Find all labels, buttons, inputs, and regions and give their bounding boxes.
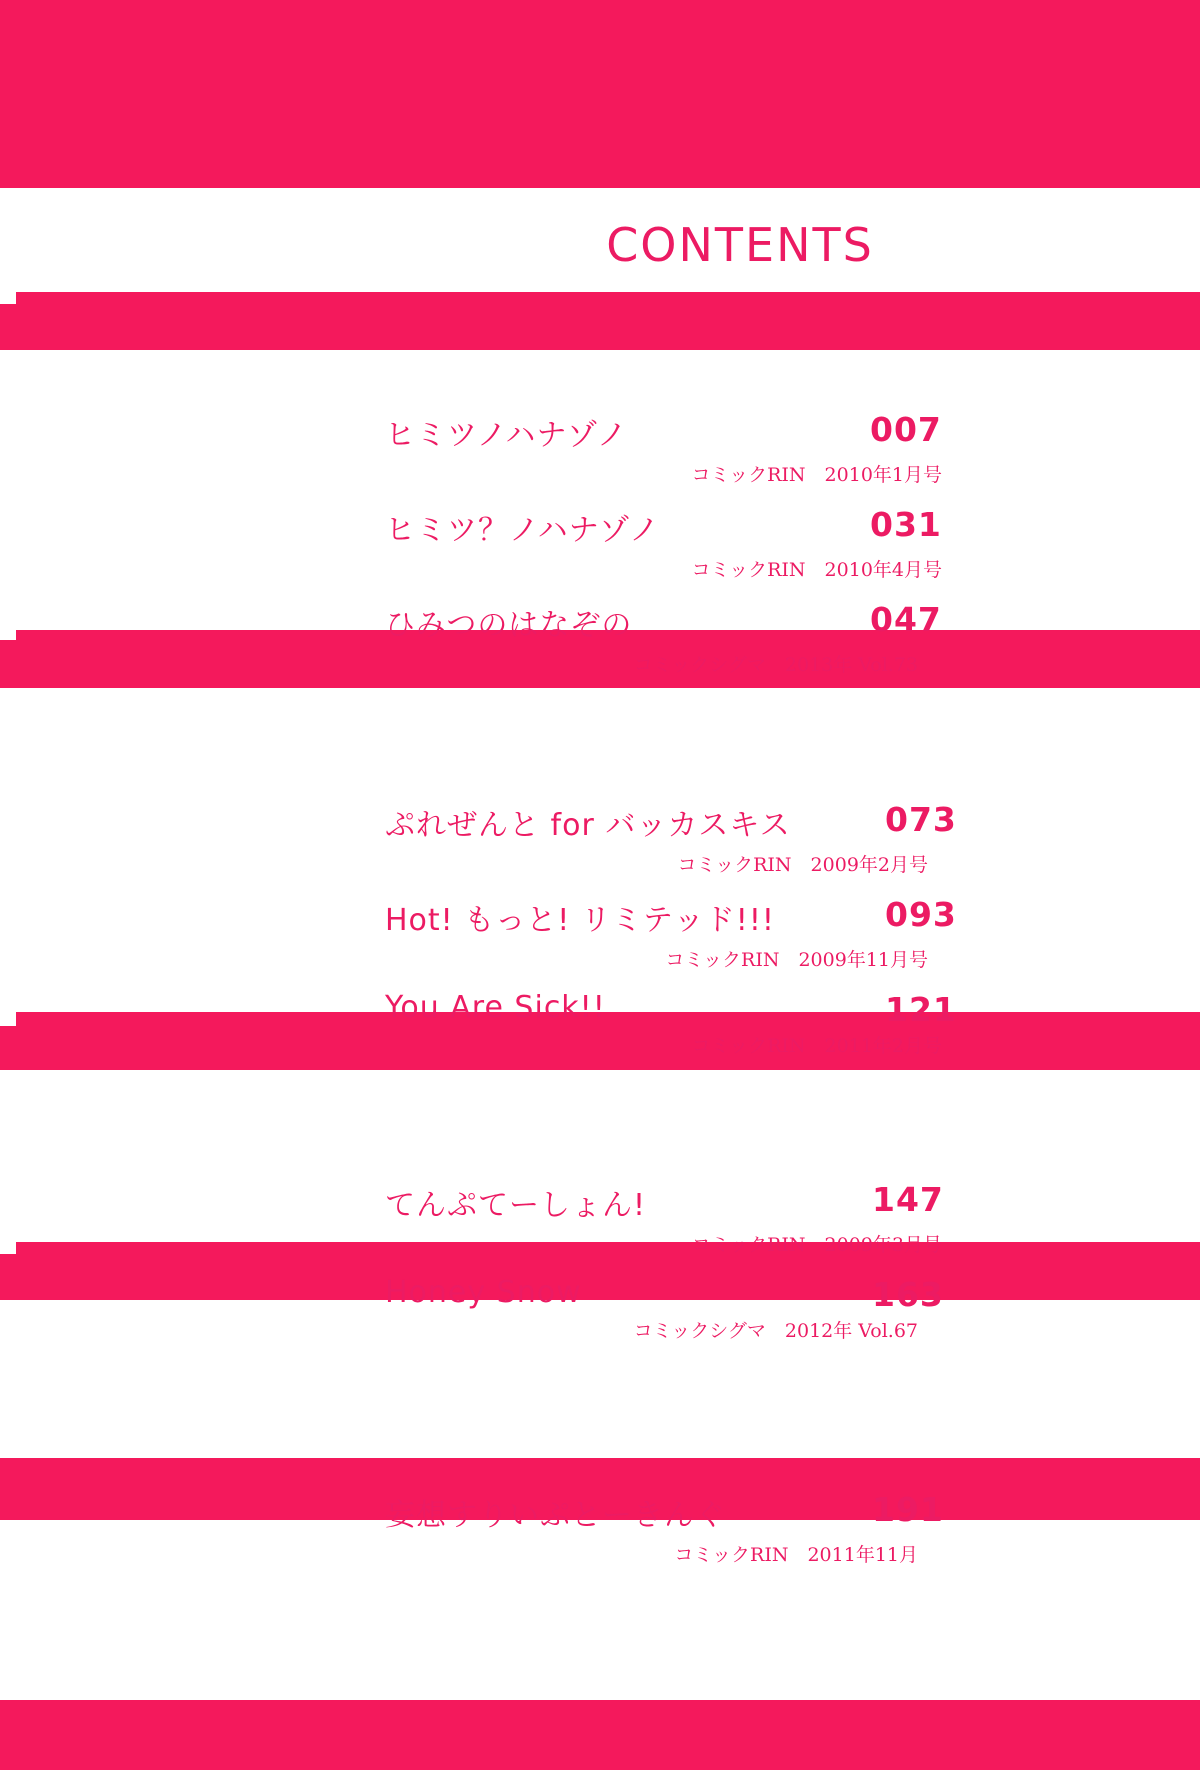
toc-entry-page: 121 bbox=[885, 990, 957, 1029]
toc-entry-source: コミックシグマ 2012年 Vol.67 bbox=[633, 1320, 918, 1342]
toc-entry-title: ヒミツノハナゾノ bbox=[385, 418, 628, 453]
toc-entry[interactable] bbox=[0, 800, 1200, 877]
toc-group-1 bbox=[0, 410, 1200, 677]
toc-entry-page: 047 bbox=[870, 600, 942, 639]
toc-group-2 bbox=[0, 800, 1200, 1058]
toc-entry-source: コミックRIN 2010年1月号 bbox=[691, 464, 942, 486]
toc-entry-page: 191 bbox=[872, 1490, 944, 1529]
toc-entry-source: コミックRIN 2009年3月号 bbox=[691, 1234, 942, 1256]
toc-entry[interactable] bbox=[0, 1275, 1200, 1343]
toc-entry-page: 163 bbox=[872, 1275, 944, 1314]
toc-entry-source: コミックシグマ 2013年 Vol.73 bbox=[633, 654, 918, 676]
toc-entry-title: ヒミツ？ノハナゾノ bbox=[385, 513, 661, 548]
toc-entry-title: ぷれぜんと for バッカスキス bbox=[385, 808, 791, 843]
toc-entry-page: 007 bbox=[870, 410, 942, 449]
page-title bbox=[0, 218, 1200, 272]
pink-band-top bbox=[0, 0, 1200, 188]
band-edge-nick-1 bbox=[0, 292, 16, 304]
toc-entry[interactable] bbox=[0, 895, 1200, 972]
toc-entry[interactable] bbox=[0, 1490, 1200, 1567]
toc-entry-source: コミックRIN 2011年2月号 bbox=[691, 1035, 942, 1057]
toc-entry-source: コミックRIN 2009年11月号 bbox=[665, 949, 928, 971]
toc-entry-page: 073 bbox=[885, 800, 957, 839]
pink-band-under-title bbox=[0, 292, 1200, 350]
toc-entry-page: 093 bbox=[885, 895, 957, 934]
toc-entry[interactable] bbox=[0, 1180, 1200, 1257]
toc-entry-title: Hot! もっと! リミテッド!!! bbox=[385, 903, 775, 938]
toc-entry[interactable] bbox=[0, 990, 1200, 1058]
toc-entry-source: コミックRIN 2010年4月号 bbox=[691, 559, 942, 581]
toc-entry-title: 妄想すりいぷとーきんぐ bbox=[385, 1498, 726, 1533]
toc-entry-title: You Are Sick!! bbox=[385, 990, 606, 1025]
toc-entry-source: コミックRIN 2009年2月号 bbox=[677, 854, 928, 876]
toc-group-4 bbox=[0, 1490, 1200, 1567]
toc-entry-page: 147 bbox=[872, 1180, 944, 1219]
toc-entry[interactable] bbox=[0, 410, 1200, 487]
toc-entry-title: Honey Snow bbox=[385, 1275, 582, 1310]
toc-entry-title: てんぷてーしょん! bbox=[385, 1188, 647, 1223]
toc-group-3 bbox=[0, 1180, 1200, 1343]
toc-entry[interactable] bbox=[0, 600, 1200, 677]
page-title-text: CONTENTS bbox=[606, 218, 874, 272]
toc-entry-title: ひみつのはなぞの bbox=[385, 608, 633, 643]
pink-band-bottom bbox=[0, 1700, 1200, 1770]
toc-entry[interactable] bbox=[0, 505, 1200, 582]
toc-entry-source: コミックRIN 2011年11月 bbox=[674, 1544, 918, 1566]
toc-entry-page: 031 bbox=[870, 505, 942, 544]
